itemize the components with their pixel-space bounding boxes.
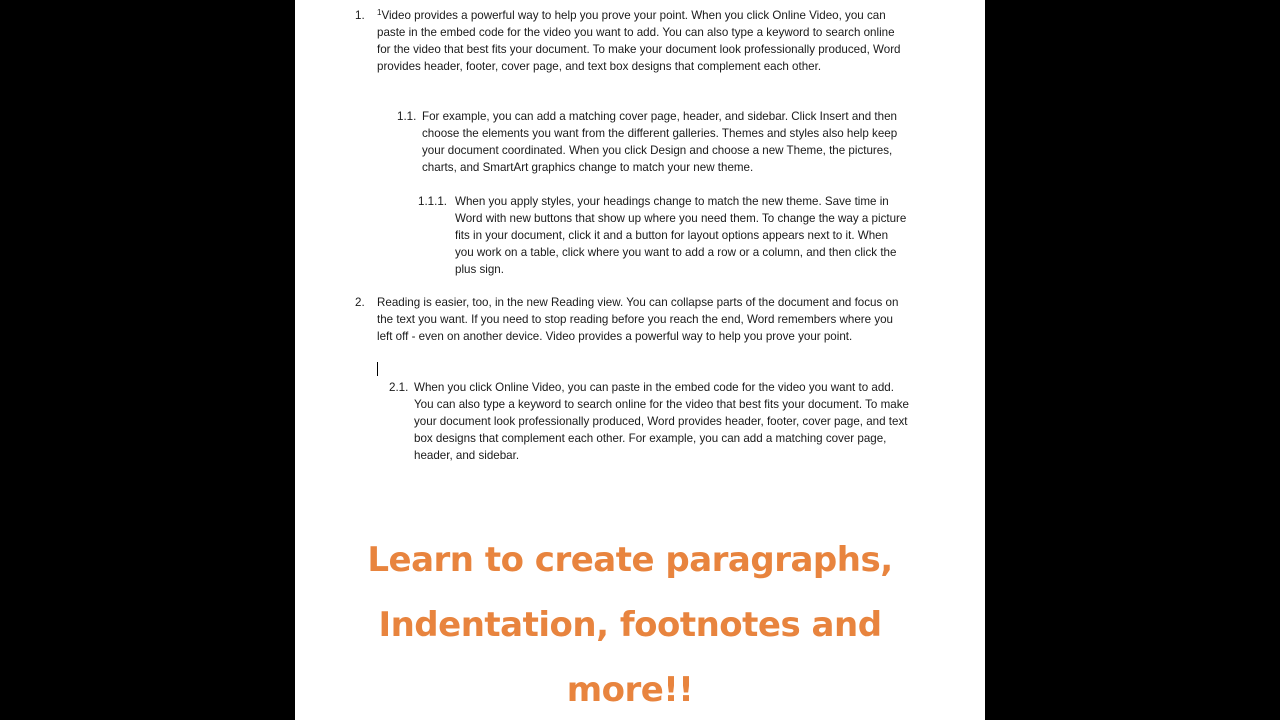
list-item-1-1 — [397, 108, 907, 176]
text-cursor — [377, 362, 378, 376]
list-item-2-1 — [389, 379, 909, 464]
list-item-text: When you apply styles, your headings change to match the new theme. Save time in Word with new buttons that show up where you need them. To change the way a picture fits in your document, click it and a button for layout options appears next to it. When you work on a table, click where you want to add a row or a column, and then click the plus sign. — [455, 195, 907, 276]
list-number: 2. — [355, 296, 365, 309]
paragraph-text: Video provides a powerful way to help you prove your point. When you click Online Video, you can paste in the embed code for the video you want to add. You can also type a keyword to search online for the video that best fits your document. To make your document look professionally produced, Word provides header, footer, cover page, and text box designs that complement each other. — [377, 9, 901, 73]
list-number: 1.1.1. — [418, 195, 448, 208]
promo-caption — [295, 528, 965, 720]
promo-line-1: Learn to create paragraphs, — [367, 540, 893, 580]
list-item-2 — [355, 294, 905, 345]
list-number: 1.1. — [397, 110, 417, 123]
list-item-text — [377, 7, 905, 75]
footnote-reference[interactable]: 1 — [377, 8, 382, 17]
list-item-1-1-1 — [418, 193, 908, 278]
list-item-text: When you click Online Video, you can paste in the embed code for the video you want to add. You can also type a keyword to search online for the video that best fits your document. To make your document look professionally produced, Word provides header, footer, cover page, and text box designs that complement each other. For example, you can add a matching cover page, header, and sidebar. — [414, 381, 909, 462]
list-number: 2.1. — [389, 381, 409, 394]
promo-line-2: Indentation, footnotes and — [378, 605, 882, 645]
list-item-text: For example, you can add a matching cover page, header, and sidebar. Click Insert and then choose the elements you want from the different galleries. Themes and styles also help keep your document coordinated. When you click Design and choose a new Theme, the pictures, charts, and SmartArt graphics change to match your new theme. — [422, 110, 898, 174]
document-page[interactable] — [295, 0, 985, 720]
promo-line-3: more!! — [566, 670, 694, 710]
list-number: 1. — [355, 9, 365, 22]
list-item-1 — [355, 7, 905, 75]
list-item-text: Reading is easier, too, in the new Reading view. You can collapse parts of the document and focus on the text you want. If you need to stop reading before you reach the end, Word remembers where you left off - even on another device. Video provides a powerful way to help you prove your point. — [377, 296, 899, 343]
